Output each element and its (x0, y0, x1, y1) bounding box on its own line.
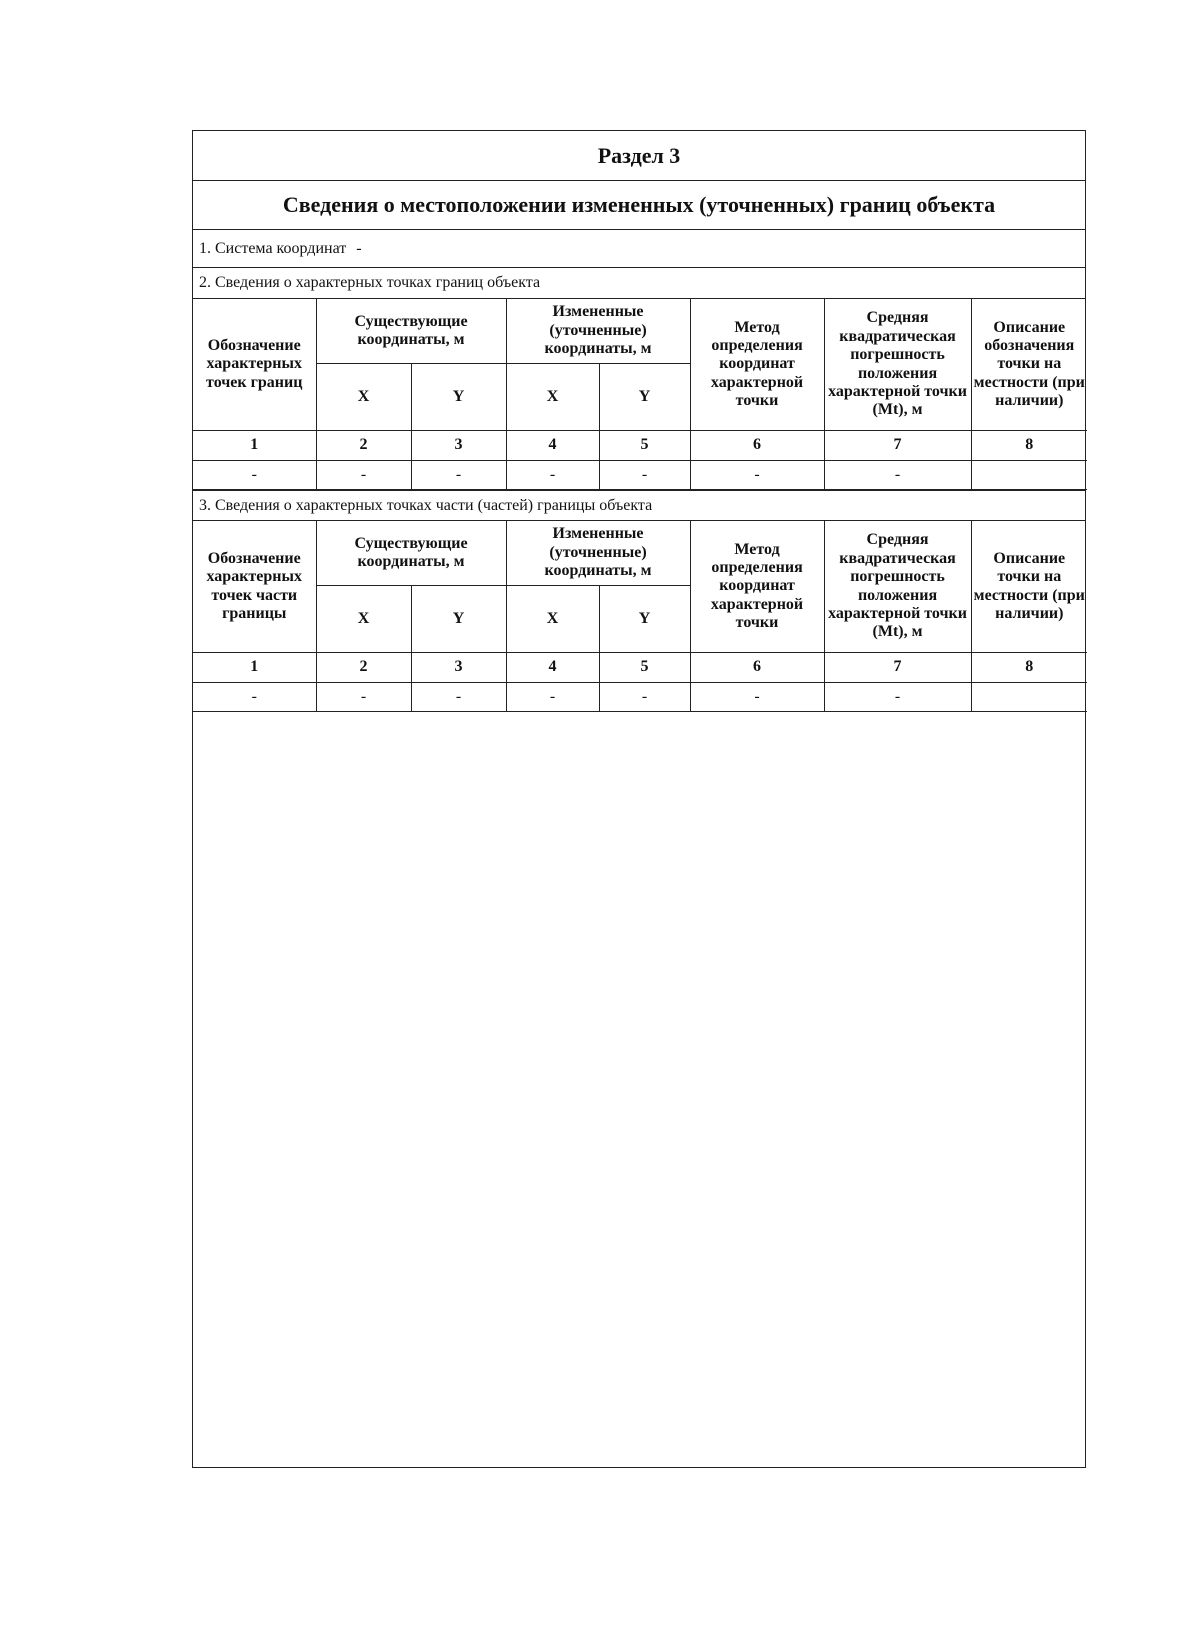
header-y: Y (599, 364, 690, 431)
cell: - (316, 461, 411, 490)
cell: - (506, 461, 599, 490)
part2-table (193, 299, 1087, 490)
header-existing: Существующие координаты, м (316, 521, 506, 586)
coord-system-value: - (356, 239, 362, 257)
column-number: 8 (971, 431, 1087, 461)
column-number: 4 (506, 431, 599, 461)
cell: - (316, 683, 411, 712)
header-existing: Существующие координаты, м (316, 299, 506, 364)
cell: - (411, 461, 506, 490)
header-description: Описание точки на местности (при наличии) (971, 521, 1087, 653)
header-designation: Обозначение характерных точек части границы (193, 521, 316, 653)
column-number: 2 (316, 653, 411, 683)
document-frame (192, 130, 1086, 1468)
header-method: Метод определения координат характерной точки (690, 299, 824, 431)
header-description: Описание обозначения точки на местности (при наличии) (971, 299, 1087, 431)
coord-system-label: 1. Система координат (199, 239, 347, 257)
column-number: 8 (971, 653, 1087, 683)
column-number: 5 (599, 431, 690, 461)
cell: - (506, 683, 599, 712)
table-row (193, 683, 1087, 712)
column-number: 7 (824, 653, 971, 683)
column-number: 2 (316, 431, 411, 461)
header-method: Метод определения координат характерной точки (690, 521, 824, 653)
cell: - (193, 683, 316, 712)
header-changed: Измененные (уточненные) координаты, м (506, 299, 690, 364)
part3-label: 3. Сведения о характерных точках части (частей) границы объекта (193, 490, 1085, 521)
header-error: Средняя квадратическая погрешность положения характерной точки (Mt), м (824, 299, 971, 431)
column-number: 6 (690, 653, 824, 683)
section-title: Раздел 3 (193, 131, 1085, 181)
cell (971, 461, 1087, 490)
header-changed: Измененные (уточненные) координаты, м (506, 521, 690, 586)
column-number: 7 (824, 431, 971, 461)
column-number: 1 (193, 653, 316, 683)
table-row (193, 461, 1087, 490)
cell: - (824, 683, 971, 712)
part3-table (193, 521, 1087, 712)
column-number: 5 (599, 653, 690, 683)
column-numbers-row (193, 653, 1087, 683)
part2-label: 2. Сведения о характерных точках границ объекта (193, 268, 1085, 299)
column-number: 3 (411, 653, 506, 683)
column-number: 1 (193, 431, 316, 461)
column-number: 3 (411, 431, 506, 461)
cell: - (193, 461, 316, 490)
cell: - (599, 461, 690, 490)
header-x: X (506, 364, 599, 431)
header-y: Y (411, 364, 506, 431)
cell: - (824, 461, 971, 490)
cell: - (690, 683, 824, 712)
column-number: 6 (690, 431, 824, 461)
cell: - (599, 683, 690, 712)
cell: - (690, 461, 824, 490)
column-numbers-row (193, 431, 1087, 461)
cell (971, 683, 1087, 712)
coord-system-row (193, 230, 1085, 268)
page-heading: Сведения о местоположении измененных (уточненных) границ объекта (193, 181, 1085, 230)
header-designation: Обозначение характерных точек границ (193, 299, 316, 431)
header-x: X (316, 364, 411, 431)
header-y: Y (411, 586, 506, 653)
header-error: Средняя квадратическая погрешность положения характерной точки (Mt), м (824, 521, 971, 653)
header-x: X (506, 586, 599, 653)
header-x: X (316, 586, 411, 653)
column-number: 4 (506, 653, 599, 683)
cell: - (411, 683, 506, 712)
header-y: Y (599, 586, 690, 653)
